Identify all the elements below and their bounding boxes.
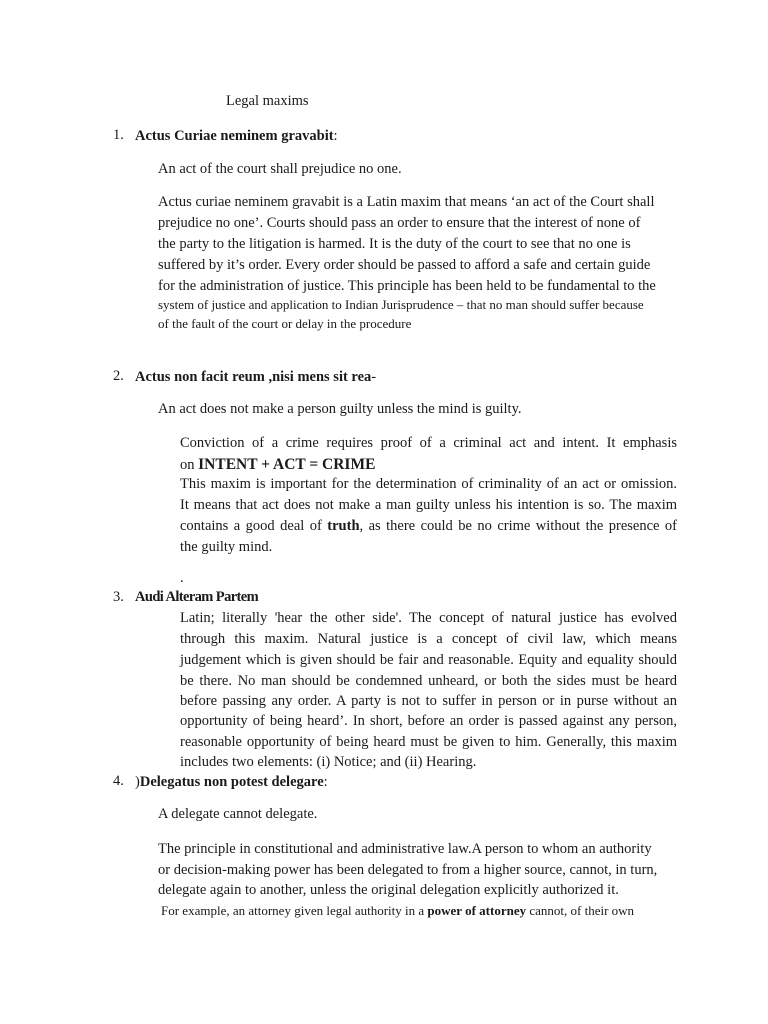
heading-suffix: : bbox=[323, 774, 328, 790]
bold-text: truth bbox=[327, 518, 360, 534]
paragraph-line: through this maxim. Natural justice is a concept of civil law, which means bbox=[180, 631, 677, 647]
paragraph-line: The principle in constitutional and administrative law.A person to whom an authority bbox=[158, 841, 652, 857]
section-number: 2. bbox=[113, 368, 124, 384]
paragraph-line: the guilty mind. bbox=[180, 539, 273, 555]
paragraph-line: opportunity of being heard’. In short, before an order is passed against any person, bbox=[180, 713, 677, 729]
paragraph-line: Conviction of a crime requires proof of a criminal act and intent. It emphasis bbox=[180, 435, 677, 451]
paragraph-line bbox=[161, 901, 634, 921]
bold-text: power of attorney bbox=[427, 903, 527, 918]
paragraph-line: It means that act does not make a man guilty unless his intention is so. The maxim bbox=[180, 497, 677, 513]
heading-suffix: : bbox=[333, 128, 338, 144]
paragraph-line: judgement which is given should be fair and reasonable. Equity and equality should bbox=[180, 652, 677, 668]
section-summary: An act does not make a person guilty unless the mind is guilty. bbox=[158, 401, 522, 417]
paragraph-line: prejudice no one’. Courts should pass an order to ensure that the interest of none of bbox=[158, 215, 641, 231]
section-number: 4. bbox=[113, 773, 124, 789]
page-title: Legal maxims bbox=[226, 93, 309, 109]
heading-text: Actus Curiae neminem gravabit bbox=[135, 128, 334, 144]
text-span: contains a good deal of bbox=[180, 518, 328, 534]
section-heading bbox=[135, 127, 338, 145]
section-number: 1. bbox=[113, 127, 124, 143]
paragraph-line: system of justice and application to Indian Jurisprudence – that no man should suffer because bbox=[158, 297, 644, 312]
paragraph-line: for the administration of justice. This principle has been held to be fundamental to the bbox=[158, 278, 656, 294]
paragraph-line: or decision-making power has been delegated to from a higher source, cannot, in turn, bbox=[158, 862, 658, 878]
section-heading bbox=[135, 773, 328, 791]
paragraph-line: Actus curiae neminem gravabit is a Latin maxim that means ‘an act of the Court shall bbox=[158, 194, 655, 210]
formula-prefix: on bbox=[180, 457, 199, 473]
heading-text: Delegatus non potest delegare bbox=[139, 774, 324, 790]
section-heading bbox=[135, 368, 376, 386]
paragraph-line: be there. No man should be condemned unheard, or both the sides must be heard bbox=[180, 673, 677, 689]
paragraph-line: reasonable opportunity of being heard must be given to him. Generally, this maxim bbox=[180, 734, 677, 750]
section-heading: Audi Alteram Partem bbox=[135, 589, 259, 605]
heading-text: Actus non facit reum ,nisi mens sit rea bbox=[135, 369, 372, 385]
section-number: 3. bbox=[113, 589, 124, 605]
paragraph-line: delegate again to another, unless the original delegation explicitly authorized it. bbox=[158, 882, 619, 898]
paragraph-line: suffered by it’s order. Every order should be passed to afford a safe and certain guide bbox=[158, 257, 651, 273]
heading-prefix: ) bbox=[135, 774, 140, 790]
text-span: , as there could be no crime without the presence of bbox=[359, 518, 677, 534]
paragraph-line: Latin; literally 'hear the other side'. The concept of natural justice has evolved bbox=[180, 610, 677, 626]
stray-dot: . bbox=[180, 570, 184, 586]
text-span: For example, an attorney given legal authority in a bbox=[161, 903, 428, 918]
paragraph-line bbox=[180, 516, 677, 537]
section-summary: A delegate cannot delegate. bbox=[158, 806, 318, 822]
formula-line bbox=[180, 454, 375, 476]
paragraph-line: the party to the litigation is harmed. It is the duty of the court to see that no one is bbox=[158, 236, 631, 252]
heading-suffix: - bbox=[371, 369, 377, 385]
paragraph-line: of the fault of the court or delay in the procedure bbox=[158, 316, 412, 331]
text-span: cannot, of their own bbox=[526, 903, 635, 918]
paragraph-line: includes two elements: (i) Notice; and (ii) Hearing. bbox=[180, 754, 477, 770]
section-summary: An act of the court shall prejudice no one. bbox=[158, 161, 402, 177]
paragraph-line: This maxim is important for the determination of criminality of an act or omission. bbox=[180, 476, 677, 492]
formula-text: INTENT + ACT = CRIME bbox=[198, 456, 376, 473]
paragraph-line: before passing any order. A party is not to suffer in person or in purse without an bbox=[180, 693, 677, 709]
